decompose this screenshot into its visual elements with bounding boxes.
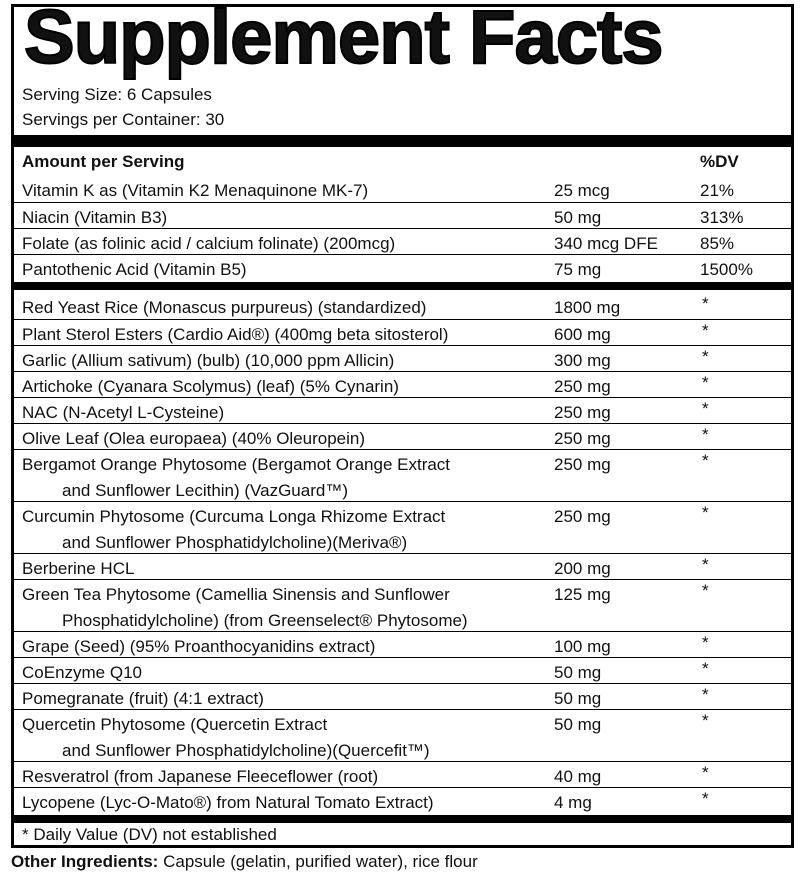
table-row [14,709,791,762]
ingredient-name [22,790,434,816]
ingredient-amount: 40 mg [554,767,602,786]
ingredient-dv: * [702,685,709,704]
ingredient-amount: 200 mg [554,559,611,578]
ingredient-dv: * [702,347,709,366]
other-ingredients-label: Other Ingredients: [11,852,159,871]
ingredient-name [22,582,468,634]
ingredient-name-line: and Sunflower Phosphatidylcholine)(Quercefit™) [62,741,430,760]
table-row [14,202,791,229]
ingredient-name-line: Phosphatidylcholine) (from Greenselect® Phytosome) [62,611,468,630]
ingredient-dv: 21% [700,181,735,200]
ingredient-name-line: Red Yeast Rice (Monascus purpureus) (standardized) [22,298,427,317]
ingredient-amount: 250 mg [554,403,611,422]
ingredient-amount: 1800 mg [554,298,621,317]
servings-per-container: Servings per Container: 30 [22,110,225,129]
ingredient-amount: 250 mg [554,429,611,448]
table-row [14,397,791,424]
table-row [14,293,791,319]
ingredient-dv: * [702,555,709,574]
header-row [14,147,791,173]
serving-size: Serving Size: 6 Capsules [22,85,212,104]
table-row [14,579,791,632]
ingredient-dv: * [702,451,709,470]
table-row [14,787,791,814]
panel-title: Supplement Facts [24,0,663,80]
ingredient-amount: 4 mg [554,793,592,812]
ingredient-amount: 100 mg [554,637,611,656]
table-row [14,683,791,710]
dv-header: %DV [700,152,739,171]
ingredient-name-line: Niacin (Vitamin B3) [22,208,168,227]
ingredient-name-line: Quercetin Phytosome (Quercetin Extract [22,715,328,734]
ingredient-name-line: Lycopene (Lyc-O-Mato®) from Natural Tomato Extract) [22,793,434,812]
ingredient-dv: * [702,503,709,522]
ingredient-amount: 340 mcg DFE [554,234,658,253]
ingredient-amount: 250 mg [554,455,611,474]
ingredient-name-line: Olive Leaf (Olea europaea) (40% Oleuropein) [22,429,366,448]
ingredient-amount: 250 mg [554,377,611,396]
ingredient-dv: * [702,711,709,730]
table-row [14,553,791,580]
table-row [14,423,791,450]
ingredient-amount: 600 mg [554,325,611,344]
bottom-divider [14,815,791,823]
ingredient-name [22,452,450,504]
ingredient-dv: 313% [700,208,744,227]
ingredient-name-line: Pantothenic Acid (Vitamin B5) [22,260,247,279]
ingredient-name-line: Artichoke (Cyanara Scolymus) (leaf) (5% Cynarin) [22,377,399,396]
table-row [14,501,791,554]
ingredient-amount: 125 mg [554,585,611,604]
ingredient-amount: 25 mcg [554,181,610,200]
table-row [14,449,791,502]
ingredient-name-line: and Sunflower Lecithin) (VazGuard™) [62,481,348,500]
ingredient-dv: * [702,581,709,600]
other-ingredients-value: Capsule (gelatin, purified water), rice flour [163,852,478,871]
dv-footnote: * Daily Value (DV) not established [22,825,277,844]
ingredient-dv: 85% [700,234,735,253]
amount-per-serving-header: Amount per Serving [22,152,185,171]
table-row [14,176,791,202]
ingredient-name-line: Green Tea Phytosome (Camellia Sinensis and Sunflower [22,585,450,604]
ingredient-name-line: and Sunflower Phosphatidylcholine)(Meriva®) [62,533,408,552]
ingredient-name-line: Resveratrol (from Japanese Fleeceflower (root) [22,767,379,786]
ingredient-dv: * [702,399,709,418]
table-row [14,254,791,281]
ingredient-name-line: Pomegranate (fruit) (4:1 extract) [22,689,264,708]
ingredient-name-line: Garlic (Allium sativum) (bulb) (10,000 ppm Allicin) [22,351,395,370]
ingredient-amount: 50 mg [554,208,602,227]
table-row [14,345,791,372]
table-row [14,228,791,255]
ingredient-name-line: Grape (Seed) (95% Proanthocyanidins extract) [22,637,376,656]
ingredient-name [22,178,368,204]
thick-divider [14,135,791,147]
ingredient-dv: * [702,633,709,652]
other-ingredients [11,852,478,872]
supplement-facts-panel [11,0,794,848]
ingredient-amount: 50 mg [554,689,602,708]
medium-divider [14,282,791,290]
ingredient-amount: 75 mg [554,260,602,279]
ingredient-name [22,295,426,321]
ingredient-dv: 1500% [700,260,753,279]
ingredient-amount: 250 mg [554,507,611,526]
table-row [14,631,791,658]
ingredient-name-line: NAC (N-Acetyl L-Cysteine) [22,403,225,422]
table-row [14,319,791,346]
ingredient-dv: * [702,763,709,782]
table-row [14,657,791,684]
ingredient-amount: 50 mg [554,663,602,682]
ingredient-name-line: Berberine HCL [22,559,135,578]
table-row [14,371,791,398]
ingredient-dv: * [702,789,709,808]
ingredient-dv: * [702,659,709,678]
ingredient-dv: * [702,321,709,340]
ingredient-name-line: Folate (as folinic acid / calcium folinate) (200mcg) [22,234,396,253]
ingredient-name-line: CoEnzyme Q10 [22,663,142,682]
ingredient-name [22,257,247,283]
ingredient-name [22,712,430,764]
ingredient-name-line: Plant Sterol Esters (Cardio Aid®) (400mg beta sitosterol) [22,325,449,344]
ingredient-name [22,504,445,556]
ingredient-amount: 50 mg [554,715,602,734]
table-row [14,761,791,788]
ingredient-name-line: Curcumin Phytosome (Curcuma Longa Rhizome Extract [22,507,446,526]
ingredient-name-line: Vitamin K as (Vitamin K2 Menaquinone MK-7) [22,181,369,200]
ingredient-name-line: Bergamot Orange Phytosome (Bergamot Orange Extract [22,455,451,474]
ingredient-amount: 300 mg [554,351,611,370]
ingredient-dv: * [702,373,709,392]
ingredient-dv: * [702,425,709,444]
ingredient-dv: * [702,294,709,313]
